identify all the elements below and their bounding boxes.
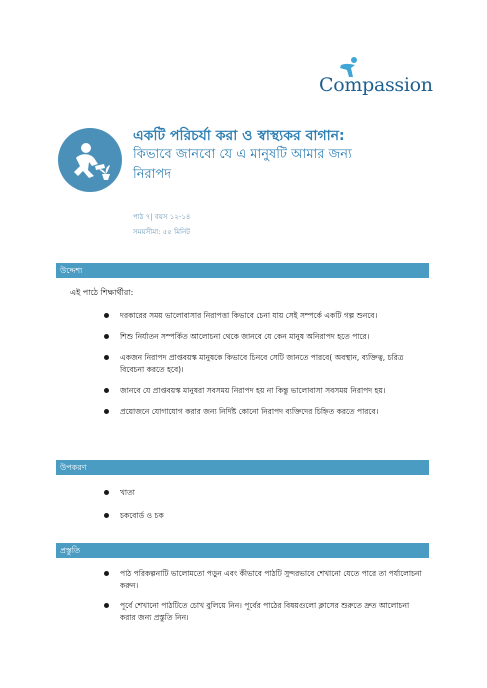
bullet-icon	[104, 355, 109, 360]
bullet-icon	[104, 334, 109, 339]
bullet-icon	[104, 513, 109, 518]
lesson-duration: সময়সীমা: ৫৫ মিনিট	[133, 228, 190, 236]
list-item-text: পূর্বে শেখানো পাঠটিতে চোখ বুলিয়ে নিন। পূর্বের পাঠের বিষয়গুলো ক্লাসের শুরুতে দ্রুত আলোচনা করার জন্য প্রস্তুতি নিন।	[120, 601, 410, 622]
list-item-text: দরকারের সময় ভালোবাসার নিরাপত্তা কিভাবে চেনা যায় সেই সম্পর্কে একটি গল্প শুনবে।	[120, 311, 378, 320]
list-item-text: পাঠ পরিকল্পনাটি ভালোমতো পড়ুন এবং কীভাবে পাঠটি সুন্দরভাবে শেখানো যেতে পারে তা পর্যালোচনা করুন।	[120, 569, 422, 590]
logo-text: Compassion	[319, 74, 433, 96]
objectives-intro: এই পাঠে শিক্ষার্থীরা:	[70, 288, 134, 297]
bullet-icon	[104, 409, 109, 414]
title-line-3: নিরাপদ	[133, 167, 172, 182]
list-item	[102, 310, 427, 322]
bullet-icon	[104, 490, 109, 495]
bullet-icon	[104, 603, 109, 608]
objectives-list	[102, 310, 427, 427]
title-line-2: কিভাবে জানবো যে এ মানুষটি আমার জন্য	[133, 147, 352, 162]
list-item	[102, 568, 427, 592]
list-item-text: একজন নিরাপদ প্রাপ্তবয়স্ক মানুষকে কিভাবে চিনবে সেটি জানতে পারবে( অবস্থান, ব্যক্তিত্ব, চরিত্র বিবেচনা করতে হবে)।	[120, 353, 404, 374]
list-item	[102, 352, 427, 376]
gardening-person-icon	[58, 128, 122, 192]
bullet-icon	[104, 388, 109, 393]
lesson-age-info: পাঠ ৭| বয়স ১২-১৪	[133, 213, 191, 221]
section-preparation-title: প্রস্তুতি	[60, 546, 81, 555]
bullet-icon	[104, 313, 109, 318]
section-materials-header	[56, 460, 429, 475]
section-objectives-header	[56, 263, 429, 278]
list-item	[102, 600, 427, 624]
list-item-text: প্রয়োজনে যোগাযোগ করার জন্য নির্দিষ্ট কোনো নিরাপদ ব্যক্তিদের চিহ্নিত করতে পারবে।	[120, 407, 379, 416]
title-line-1: একটি পরিচর্যা করা ও স্বাস্থ্যকর বাগান:	[133, 128, 345, 144]
list-item	[102, 331, 427, 343]
list-item	[102, 406, 427, 418]
compassion-logo	[319, 56, 433, 100]
list-item-text: চকবোর্ড ও চক	[120, 511, 164, 520]
list-item-text: শিশু নির্যাতন সম্পর্কিত আলোচনা থেকে জানবে যে কেন মানুষ অনিরাপদ হতে পারে।	[120, 332, 370, 341]
materials-list	[102, 487, 427, 533]
preparation-list	[102, 568, 427, 632]
bullet-icon	[104, 571, 109, 576]
lesson-title	[133, 127, 433, 185]
section-materials-title: উপকরণ	[60, 463, 87, 472]
list-item-text: খাতা	[120, 488, 135, 497]
list-item-text: জানবে যে প্রাপ্তবয়স্ক মানুষরা সবসময় নিরাপদ হয় না কিন্তু ভালোবাসা সবসময় নিরাপদ হয়।	[120, 386, 386, 395]
list-item	[102, 385, 427, 397]
list-item	[102, 510, 427, 522]
section-objectives-title: উদ্দেশ্য	[60, 266, 83, 275]
section-preparation-header	[56, 543, 429, 558]
list-item	[102, 487, 427, 499]
